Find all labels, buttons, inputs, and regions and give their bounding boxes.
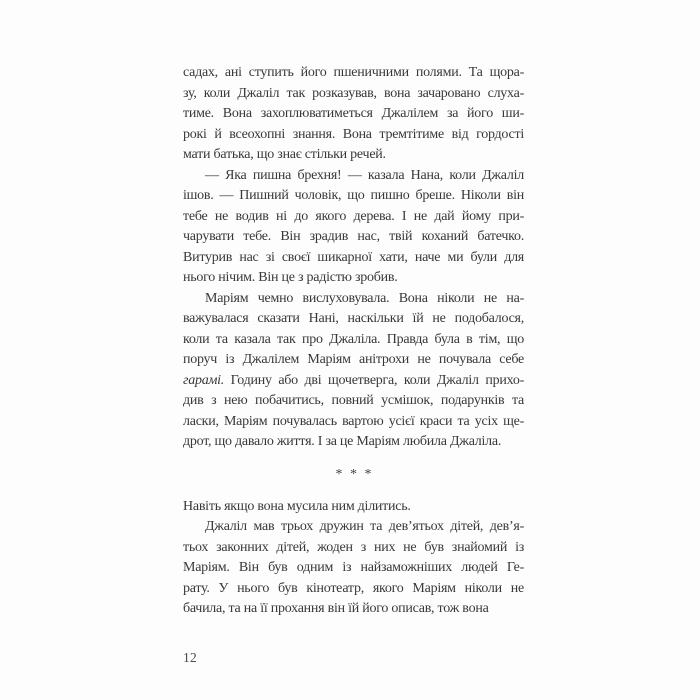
- text-line: див з нею побачитись, повний усмішок, подарунків та: [183, 393, 524, 408]
- text-line: дрот, що давало життя. І за це Маріям любила Джаліла.: [183, 434, 502, 449]
- text-line: бачила, та на її прохання він їй його описав, тож вона: [183, 601, 489, 616]
- text-line: поруч із Джалілем Маріям анітрохи не почувала себе: [183, 352, 524, 367]
- text-line: рату. У нього був кінотеатр, якого Маріям ніколи не: [183, 580, 524, 596]
- text-line: зу, коли Джаліл так розказував, вона зачаровано слуха-: [183, 85, 524, 101]
- text-line: ішов. — Пишний чоловік, що пишно бреше. Ніколи він: [183, 188, 524, 203]
- text-line: Маріям. Він був одним із найзаможніших людей Ге-: [183, 560, 524, 575]
- text-line: рокі й всеохопні знання. Вона тремтітиме від гордості: [183, 126, 524, 142]
- text-line: гарамі. Годину або дві щочетверга, коли Джаліл прихо-: [183, 372, 524, 388]
- text-line: тебе не водив ні до якого дерева. І не дай йому при-: [183, 208, 524, 224]
- text-line: Витурив нас зі своєї шикарної хати, наче ми були для: [183, 249, 524, 265]
- text-line: ласки, Маріям почувалась вартою усієї краси та усіх ще-: [183, 413, 524, 429]
- text-line: чарувати тебе. Він зрадив нас, твій коханий батечко.: [183, 229, 524, 244]
- text-block: [183, 63, 524, 620]
- text-line: Джаліл мав трьох дружин та дев’ятьох дітей, дев’я-: [205, 519, 524, 534]
- text-line: тьох законних дітей, жоден з них не був знайомий із: [183, 539, 524, 555]
- paragraph: [183, 289, 524, 453]
- text-line: садах, ані ступить його пшеничними полями. Та щора-: [183, 65, 524, 80]
- text-line: коли та казала так про Джаліла. Правда була в тім, що: [183, 331, 524, 347]
- paragraph: [183, 63, 524, 166]
- section-separator: * * *: [335, 466, 374, 482]
- text-line: мати батька, що знає стільки речей.: [183, 147, 386, 162]
- text-line: — Яка пишна брехня! — казала Нана, коли Джаліл: [205, 167, 524, 183]
- text-line: тиме. Вона захоплюватиметься Джалілем за його ши-: [183, 106, 524, 121]
- text-line: Навіть якщо вона мусила ним ділитись.: [183, 498, 411, 514]
- page-number: 12: [183, 650, 198, 665]
- paragraph: [183, 166, 524, 289]
- text-line: важувалася сказати Нані, наскільки їй не подобалося,: [183, 311, 524, 326]
- text-line: нього нічим. Він це з радістю зробив.: [183, 270, 398, 285]
- text-line: Маріям чемно вислуховувала. Вона ніколи не на-: [205, 290, 524, 306]
- paragraph: [183, 517, 524, 620]
- paragraph: [183, 497, 524, 518]
